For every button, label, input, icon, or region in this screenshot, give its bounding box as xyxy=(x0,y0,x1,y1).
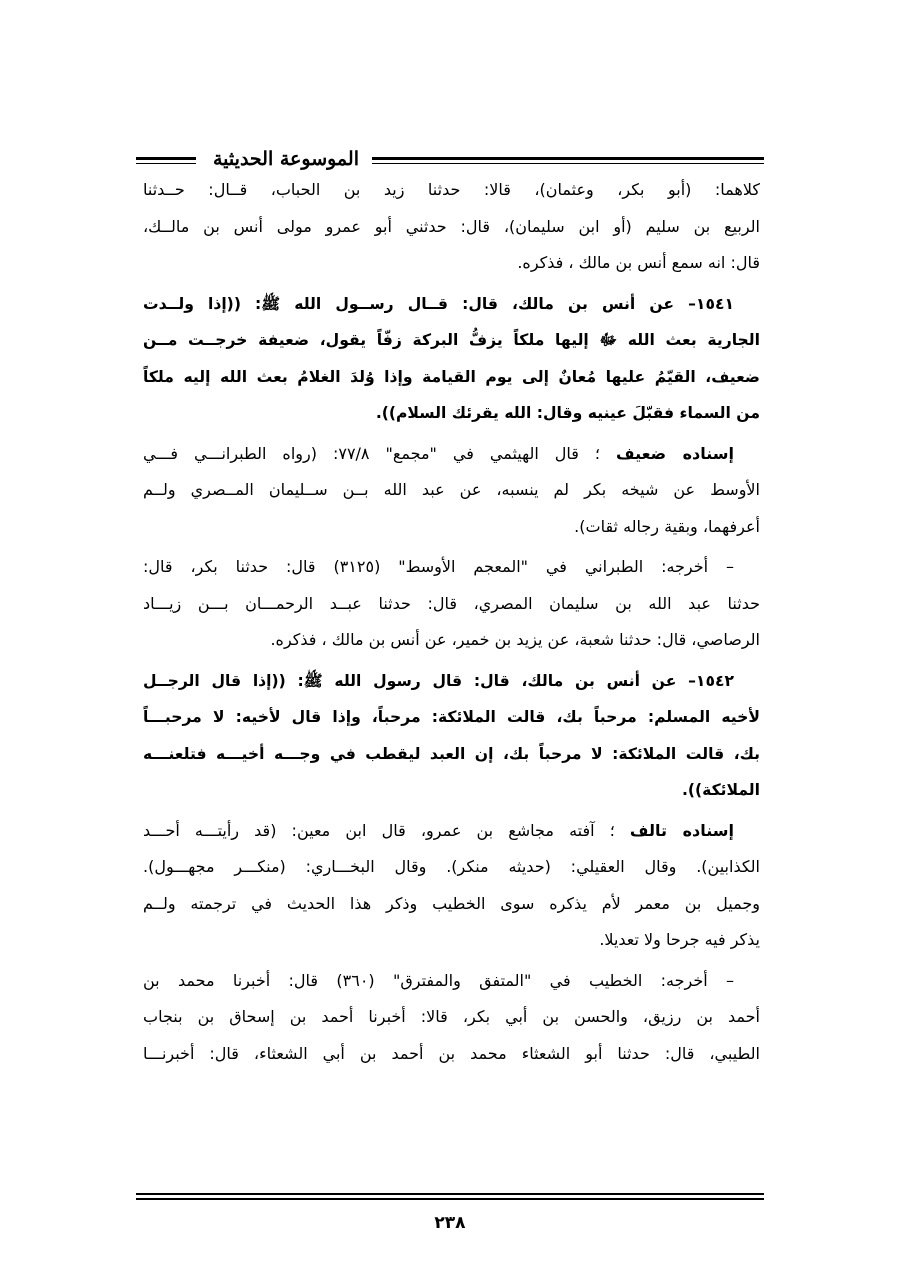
page-number: ٢٣٨ xyxy=(434,1213,466,1233)
hadith-1542-line: بك، قالت الملائكة: لا مرحباً بك، إن العبد ليقطب في وجـــه أخيـــه فتلعنـــه xyxy=(143,744,760,763)
hadith-1541-line: من السماء فقبّلَ عينيه وقال: الله يقرئك السلام)). xyxy=(375,404,760,422)
isnad-grading-label: إسناده ضعيف xyxy=(616,443,735,463)
text-line: الطيبي، قال: حدثنا أبو الشعثاء محمد بن أحمد بن أبي الشعثاء، قال: أخبرنـــا xyxy=(143,1043,760,1063)
isnad-grading-line xyxy=(143,436,760,473)
text-line: يذكر فيه جرحا ولا تعديلا. xyxy=(599,930,760,949)
text-line: أعرفهما، وبقية رجاله ثقات). xyxy=(574,516,760,536)
text-line: كلاهما: (أبو بكر، وعثمان)، قالا: حدثنا زيد بن الحباب، قــال: حــدثنا xyxy=(143,180,760,199)
hadith-1542-line: الملائكة)). xyxy=(681,781,760,799)
hadith-1541-line: الجارية بعث الله ﷻ إليها ملكاً يزفُّ البركة زفّاً يقول، ضعيفة خرجــت مــن xyxy=(143,331,760,349)
isnad-grading-text: ؛ آفته مجاشع بن عمرو، قال ابن معين: (قد رأيتـــه أحـــد xyxy=(143,820,630,840)
isnad-grading-line xyxy=(143,813,760,850)
takhrij-line: – أخرجه: الطبراني في "المعجم الأوسط" (٣١٢٥) قال: حدثنا بكر، قال: xyxy=(143,557,735,576)
text-line: الكذابين). وقال العقيلي: (حديثه منكر). وقال البخـــاري: (منكـــر مجهـــول). xyxy=(143,857,760,876)
text-line: الرصاصي، قال: حدثنا شعبة، عن يزيد بن خمير، عن أنس بن مالك ، فذكره. xyxy=(270,630,760,649)
hadith-1542-line: ١٥٤٢– عن أنس بن مالك، قال: قال رسول الله ﷺ: ((إذا قال الرجــل xyxy=(143,671,734,690)
page-body xyxy=(143,172,760,1072)
footer-rule xyxy=(136,1193,764,1200)
running-header xyxy=(136,146,764,174)
text-line: الربيع بن سليم (أو ابن سليمان)، قال: حدثني أبو عمرو مولى أنس بن مالــك، xyxy=(143,216,760,236)
text-line: وجميل بن معمر لأم يذكره سوى الخطيب وذكر هذا الحديث في ترجمته ولــم xyxy=(143,893,760,913)
text-line: حدثنا عبد الله بن سليمان المصري، قال: حدثنا عبــد الرحمـــان بـــن زيـــاد xyxy=(143,593,760,613)
isnad-grading-text: ؛ قال الهيثمي في "مجمع" ٧٧/٨: (رواه الطبرانـــي فـــي xyxy=(143,443,617,463)
hadith-1542-line: لأخيه المسلم: مرحباً بك، قالت الملائكة: مرحباً، وإذا قال لأخيه: لا مرحبـــاً xyxy=(143,708,760,726)
isnad-grading-label: إسناده تالف xyxy=(629,820,735,840)
takhrij-line: – أخرجه: الخطيب في "المتفق والمفترق" (٣٦٠) قال: أخبرنا محمد بن xyxy=(143,970,734,990)
text-line: أحمد بن رزيق، والحسن بن أبي بكر، قالا: أخبرنا أحمد بن إسحاق بن بنجاب xyxy=(143,1007,760,1026)
text-line: قال: انه سمع أنس بن مالك ، فذكره. xyxy=(517,253,760,272)
hadith-1541-line: ١٥٤١– عن أنس بن مالك، قال: قــال رســول الله ﷺ: ((إذا ولــدت xyxy=(143,294,734,313)
header-title: الموسوعة الحديثية xyxy=(213,148,359,170)
hadith-1541-line: ضعيف، القيّمُ عليها مُعانٌ إلى يوم القيامة وإذا وُلدَ الغلامُ بعث الله إليه ملكاً xyxy=(143,367,760,386)
text-line: الأوسط عن شيخه بكر لم ينسبه، عن عبد الله بــن ســليمان المــصري ولــم xyxy=(143,480,760,499)
